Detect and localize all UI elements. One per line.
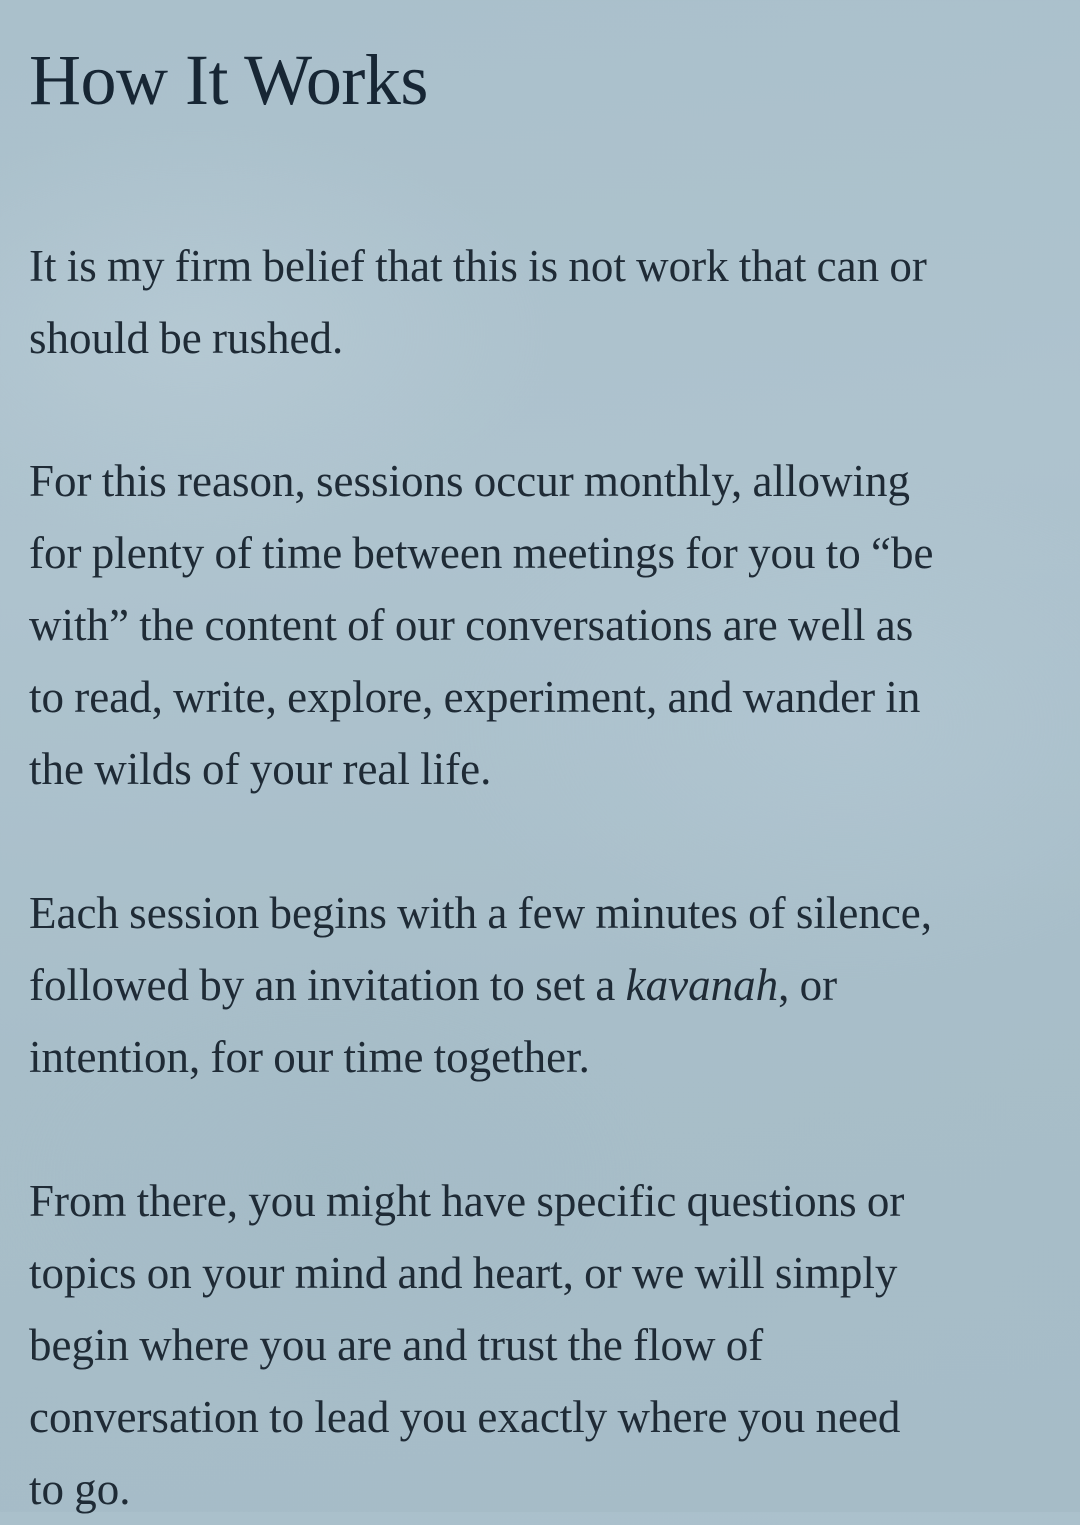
paragraph-line: should be rushed.	[29, 313, 344, 363]
paragraph-line: conversation to lead you exactly where you need	[29, 1392, 901, 1442]
paragraph-line: for plenty of time between meetings for you to “be	[29, 528, 934, 578]
paragraph-flow	[29, 1165, 1059, 1525]
paragraph-line: to read, write, explore, experiment, and wander in	[29, 672, 921, 722]
paragraph-line: topics on your mind and heart, or we will simply	[29, 1248, 898, 1298]
paragraph-line: to go.	[29, 1464, 131, 1514]
page-title: How It Works	[29, 40, 428, 120]
kavanah-emphasis: kavanah	[625, 960, 779, 1010]
line-text: followed by an invitation to set a	[29, 960, 626, 1010]
paragraph-session-start	[29, 877, 1059, 1093]
article-content	[29, 36, 1059, 1525]
line-text: , or	[778, 960, 838, 1010]
paragraph-line: Each session begins with a few minutes of silence,	[29, 888, 933, 938]
paragraph-line: begin where you are and trust the flow of	[29, 1320, 764, 1370]
paragraph-line: It is my firm belief that this is not work that can or	[29, 241, 927, 291]
paragraph-line: the wilds of your real life.	[29, 744, 492, 794]
paragraph-line: From there, you might have specific questions or	[29, 1176, 905, 1226]
paragraph-line: For this reason, sessions occur monthly, allowing	[29, 456, 910, 506]
paragraph-line: intention, for our time together.	[29, 1032, 590, 1082]
paragraph-monthly-sessions	[29, 445, 1059, 805]
paragraph-belief	[29, 230, 1059, 374]
paragraph-line	[29, 949, 1059, 1021]
paragraph-line: with” the content of our conversations are well as	[29, 600, 914, 650]
